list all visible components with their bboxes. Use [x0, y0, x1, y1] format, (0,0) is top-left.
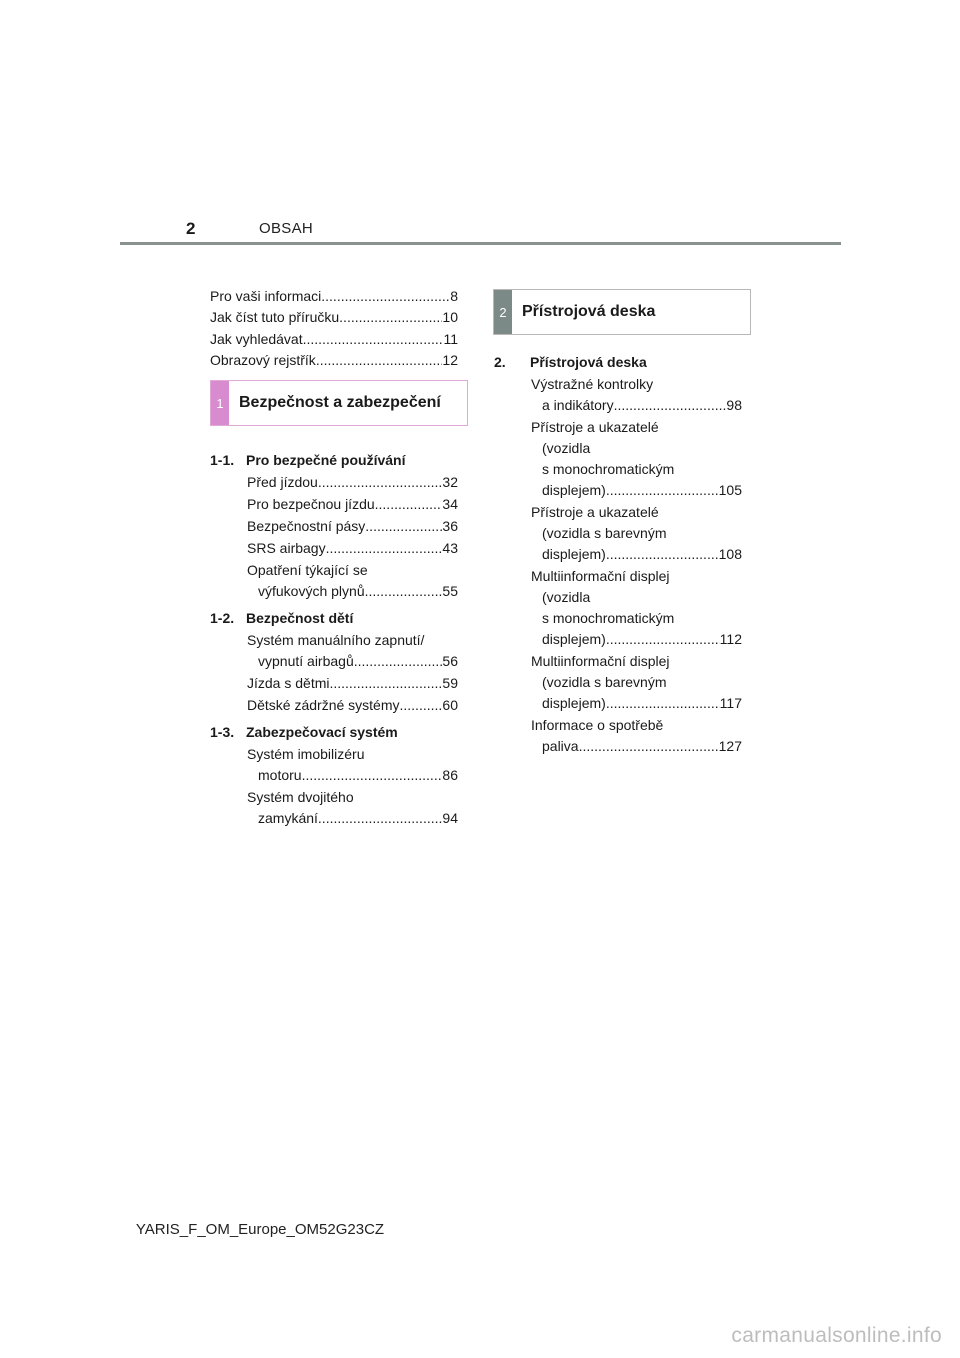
toc-label-line: (vozidla	[542, 440, 591, 456]
page-ref: 32	[442, 474, 458, 490]
page-ref: 56	[442, 653, 458, 669]
dot-leader	[400, 695, 443, 716]
page-ref: 86	[442, 767, 458, 783]
page-ref: 34	[442, 496, 458, 512]
section-1-tab: 1	[211, 381, 229, 425]
toc-label-line: Systém imobilizéru	[247, 746, 365, 762]
toc-row	[531, 544, 742, 565]
page-ref: 12	[442, 352, 458, 369]
toc-label: Dětské zádržné systémy	[247, 697, 400, 713]
section-1-header[interactable]	[210, 380, 468, 426]
toc-label: displejem)	[542, 631, 606, 647]
section-2-tab: 2	[494, 290, 512, 334]
toc-entry[interactable]	[247, 673, 458, 694]
dot-leader	[606, 480, 719, 501]
section-1-contents	[210, 444, 458, 829]
toc-row	[247, 808, 458, 829]
subsection-number: 1-1.	[210, 452, 235, 468]
toc-entry[interactable]	[531, 502, 742, 565]
toc-row	[247, 765, 458, 786]
toc-entry[interactable]	[247, 472, 458, 493]
toc-label: Obrazový rejstřík	[210, 352, 316, 369]
toc-label-line: Multiinformační displej	[531, 568, 670, 584]
dot-leader	[329, 673, 442, 694]
toc-label: motoru	[258, 767, 302, 783]
toc-row	[247, 494, 458, 515]
toc-row	[247, 651, 458, 672]
subsection-title: Pro bezpečné používání	[246, 452, 406, 468]
toc-label: výfukových plynů	[258, 583, 365, 599]
toc-label: SRS airbagy	[247, 540, 326, 556]
toc-label: Jak číst tuto příručku	[210, 309, 340, 326]
subsection-heading[interactable]	[494, 352, 742, 373]
page-ref: 108	[718, 546, 742, 562]
page-ref: 55	[442, 583, 458, 599]
dot-leader	[579, 736, 719, 757]
dot-leader	[606, 693, 720, 714]
toc-row	[247, 472, 458, 493]
toc-entry[interactable]	[531, 651, 742, 714]
toc-row	[531, 480, 742, 501]
toc-entry[interactable]	[247, 695, 458, 716]
page-ref: 94	[442, 810, 458, 826]
dot-leader	[339, 307, 442, 328]
subsection-heading[interactable]	[210, 450, 458, 471]
toc-row	[531, 693, 742, 714]
toc-label: displejem)	[542, 546, 606, 562]
toc-label: Jak vyhledávat	[210, 330, 303, 347]
toc-label: a indikátory	[542, 397, 614, 413]
toc-label: Pro vaši informaci	[210, 288, 322, 304]
toc-row	[531, 395, 742, 416]
section-2-title: Přístrojová deska	[522, 303, 656, 320]
dot-leader	[321, 286, 450, 307]
toc-entry[interactable]	[531, 417, 742, 501]
toc-label: Pro bezpečnou jízdu	[247, 496, 375, 512]
toc-label-line: Přístroje a ukazatelé	[531, 419, 659, 435]
page-ref: 8	[450, 288, 458, 304]
subsection-heading[interactable]	[210, 722, 458, 743]
toc-label-line: (vozidla	[542, 589, 591, 605]
toc-label-line: Systém dvojitého	[247, 789, 354, 805]
dot-leader	[316, 350, 443, 371]
dot-leader	[302, 765, 443, 786]
subsection-number: 2.	[494, 354, 506, 370]
dot-leader	[614, 395, 727, 416]
toc-entry[interactable]	[247, 494, 458, 515]
toc-label: Bezpečnostní pásy	[247, 518, 366, 534]
toc-label-line: (vozidla s barevným	[542, 525, 667, 541]
toc-row	[531, 629, 742, 650]
toc-entry[interactable]	[247, 516, 458, 537]
toc-label: vypnutí airbagů	[258, 653, 354, 669]
toc-label-line: s monochromatickým	[542, 610, 675, 626]
toc-entry[interactable]	[210, 307, 458, 328]
toc-entry[interactable]	[210, 286, 458, 307]
page-ref: 43	[442, 540, 458, 556]
subsection-heading[interactable]	[210, 608, 458, 629]
toc-label-line: Přístroje a ukazatelé	[531, 504, 659, 520]
left-column	[210, 286, 458, 372]
subsection-title: Přístrojová deska	[530, 354, 647, 370]
toc-entry[interactable]	[210, 329, 458, 350]
toc-row	[247, 695, 458, 716]
header-divider	[120, 242, 841, 245]
toc-label-line: Multiinformační displej	[531, 653, 670, 669]
toc-entry[interactable]	[247, 560, 458, 602]
subsection-number: 1-3.	[210, 724, 235, 740]
toc-label-line: Opatření týkající se	[247, 562, 368, 578]
document-code-text: YARIS_F_OM_Europe_OM52G23CZ	[135, 1221, 385, 1238]
toc-entry[interactable]	[247, 787, 458, 829]
dot-leader	[303, 329, 444, 350]
subsection-number: 1-2.	[210, 610, 235, 626]
page-ref: 11	[443, 330, 458, 347]
toc-entry[interactable]	[210, 350, 458, 371]
page-ref: 98	[726, 397, 742, 413]
toc-row	[247, 538, 458, 559]
page-ref: 59	[442, 675, 458, 691]
page-ref: 117	[719, 695, 742, 711]
toc-label: displejem)	[542, 695, 606, 711]
page-ref: 112	[719, 631, 742, 647]
toc-label: Před jízdou	[247, 474, 318, 490]
page-ref: 105	[718, 482, 742, 498]
page-ref: 60	[442, 697, 458, 713]
dot-leader	[606, 629, 720, 650]
toc-label-line: Informace o spotřebě	[531, 717, 664, 733]
dot-leader	[606, 544, 719, 565]
page-number: 2	[186, 219, 196, 238]
toc-label: zamykání	[258, 810, 318, 826]
dot-leader	[318, 808, 443, 829]
page-ref: 127	[718, 738, 742, 754]
toc-label-line: Výstražné kontrolky	[531, 376, 654, 392]
toc-row	[531, 736, 742, 757]
intro-list	[210, 286, 458, 371]
toc-row	[247, 581, 458, 602]
toc-entry[interactable]	[247, 538, 458, 559]
page-ref: 36	[442, 518, 458, 534]
subsection-title: Bezpečnost dětí	[246, 610, 354, 626]
dot-leader	[375, 494, 443, 515]
toc-entry[interactable]	[531, 566, 742, 650]
section-2-contents	[494, 352, 742, 757]
toc-entry[interactable]	[531, 374, 742, 416]
document-code	[0, 1221, 960, 1238]
section-2-header[interactable]	[493, 289, 751, 335]
toc-entry[interactable]	[247, 630, 458, 672]
watermark: carmanualsonline.info	[731, 1324, 942, 1347]
page-ref: 10	[442, 309, 458, 326]
subsection-title: Zabezpečovací systém	[246, 724, 398, 740]
section-1-title: Bezpečnost a zabezpečení	[239, 394, 441, 411]
page-title: OBSAH	[259, 220, 314, 237]
dot-leader	[365, 516, 442, 537]
toc-label-line: s monochromatickým	[542, 461, 675, 477]
dot-leader	[326, 538, 443, 559]
toc-label: Jízda s dětmi	[247, 675, 330, 691]
toc-entry[interactable]	[247, 744, 458, 786]
dot-leader	[365, 581, 443, 602]
toc-label: paliva	[542, 738, 579, 754]
toc-row	[247, 673, 458, 694]
toc-label: displejem)	[542, 482, 606, 498]
toc-row	[247, 516, 458, 537]
toc-label-line: Systém manuálního zapnutí/	[247, 632, 425, 648]
dot-leader	[318, 472, 443, 493]
toc-label-line: (vozidla s barevným	[542, 674, 667, 690]
toc-entry[interactable]	[531, 715, 742, 757]
dot-leader	[354, 651, 443, 672]
